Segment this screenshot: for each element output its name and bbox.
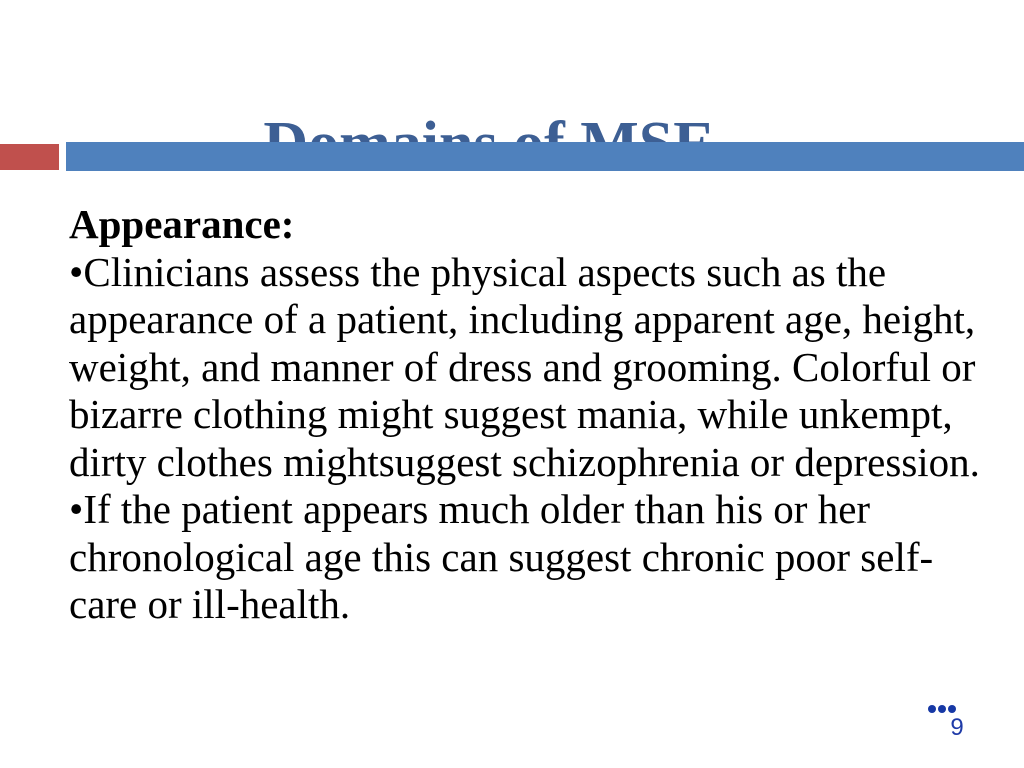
body-line: •If the patient appears much older than his or her: [69, 486, 871, 532]
red-accent-square: [0, 144, 59, 170]
body-line: chronological age this can suggest chronic poor self-: [69, 533, 934, 580]
nav-dot-icon: [938, 705, 946, 713]
body-line: weight, and manner of dress and grooming. Colorful or: [69, 343, 976, 390]
nav-dot-icon: [928, 705, 936, 713]
body-text-block: [69, 201, 980, 629]
ellipsis-dots-icon: [928, 705, 956, 713]
body-line: bizarre clothing might suggest mania, while unkempt,: [69, 391, 953, 437]
body-heading: Appearance:: [69, 201, 295, 247]
body-line: dirty clothes mightsuggest schizophrenia or depression.: [69, 438, 980, 485]
page-number: 9: [950, 714, 964, 741]
nav-dot-icon: [948, 705, 956, 713]
body-line: appearance of a patient, including apparent age, height,: [69, 296, 976, 342]
body-line: •Clinicians assess the physical aspects such as the: [69, 248, 887, 295]
body-line: care or ill-health.: [69, 581, 351, 627]
blue-divider-bar: [66, 142, 1024, 171]
